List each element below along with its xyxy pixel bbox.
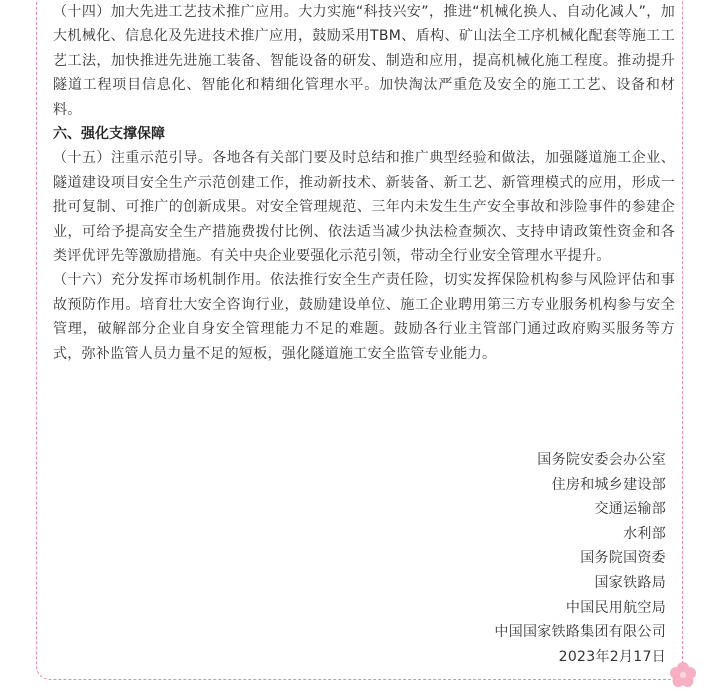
flower-icon	[668, 660, 698, 690]
signatory-china-railway-group: 中国国家铁路集团有限公司	[494, 624, 666, 641]
article-body	[53, 0, 675, 366]
signatory-water-ministry: 水利部	[623, 525, 666, 542]
signatory-sasac: 国务院国资委	[580, 550, 666, 567]
signatory-housing-ministry: 住房和城乡建设部	[551, 476, 666, 493]
signatory-civil-aviation: 中国民用航空局	[565, 599, 666, 616]
signatory-transport-ministry: 交通运输部	[594, 501, 666, 518]
section-heading-6: 六、强化支撑保障	[53, 126, 165, 143]
paragraph-14: （十四）加大先进工艺技术推广应用。大力实施“科技兴安”，推进“机械化换人、自动化减人”，加大机械化、信息化及先进技术推广应用，鼓励采用TBM、盾构、矿山法全工序机械化配套等施工工艺工法，加快推进先进施工装备、智能设备的研发、制造和应用，提高机械化施工程度。推动提升隧道工程项目信息化、智能化和精细化管理水平。加快淘汰严重危及安全的施工工艺、设备和材料。	[53, 4, 675, 118]
signatory-state-council-safety-office: 国务院安委会办公室	[537, 452, 666, 468]
signatory-railway-administration: 国家铁路局	[594, 574, 666, 591]
paragraph-15: （十五）注重示范引导。各地各有关部门要及时总结和推广典型经验和做法，加强隧道施工企业、隧道建设项目安全生产示范创建工作，推动新技术、新装备、新工艺、新管理模式的应用，形成一批可复制、可推广的创新成果。对安全管理规范、三年内未发生生产安全事故和涉险事件的参建企业，可给予提高安全生产措施费拨付比例、依法适当减少执法检查频次、支持申请政策性资金和各类评优评先等激励措施。有关中央企业要强化示范引领，带动全行业安全管理水平提升。	[53, 150, 675, 265]
signature-block	[494, 448, 666, 669]
paragraph-16: （十六）充分发挥市场机制作用。依法推行安全生产责任险，切实发挥保险机构参与风险评估和事故预防作用。培育壮大安全咨询行业，鼓励建设单位、施工企业聘用第三方专业服务机构参与安全管理，破解部分企业自身安全管理能力不足的难题。鼓励各行业主管部门通过政府购买服务等方式，弥补监管人员力量不足的短板，强化隧道施工安全监管专业能力。	[53, 272, 675, 362]
document-date: 2023年2月17日	[558, 648, 666, 665]
